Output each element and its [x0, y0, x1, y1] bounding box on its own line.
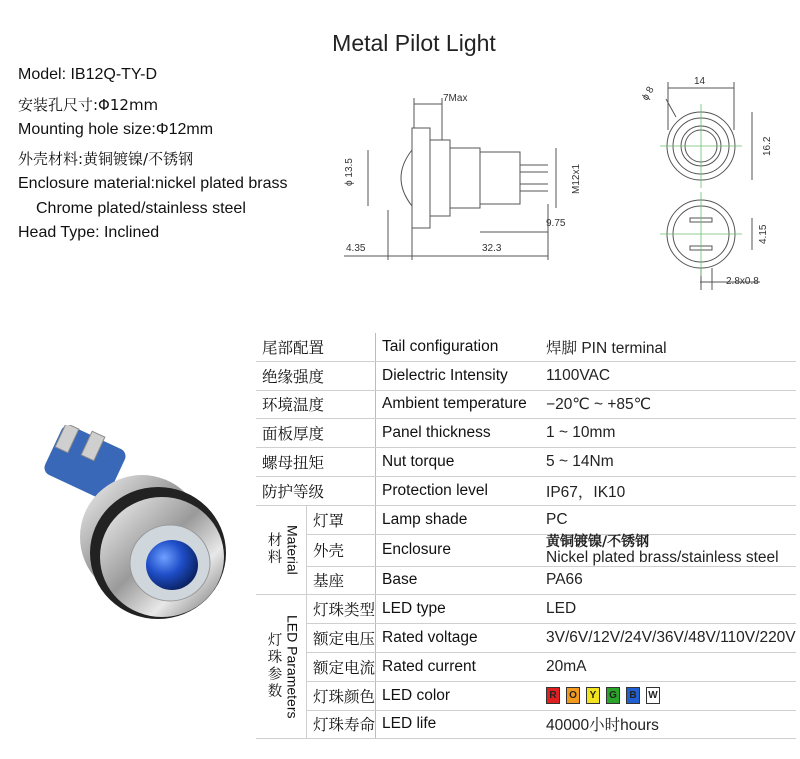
row-label-en: LED life — [376, 710, 541, 739]
row-value — [540, 534, 796, 566]
row-value: 40000小时hours — [540, 710, 796, 739]
row-value: 20mA — [540, 652, 796, 681]
row-label-en: Rated current — [376, 652, 541, 681]
table-row — [256, 710, 796, 739]
led-lens — [146, 540, 198, 590]
row-value: PA66 — [540, 566, 796, 595]
color-chip: B — [626, 687, 640, 704]
group-label-zh-char: 材 — [267, 533, 283, 550]
dim-4-15: 4.15 — [758, 224, 769, 244]
spec-enclosure-en: Enclosure material:nickel plated brass — [18, 175, 288, 192]
row-value: −20℃ ~ +85℃ — [540, 390, 796, 419]
group-label-zh-char: 料 — [267, 550, 283, 567]
row-label-en: Rated voltage — [376, 624, 541, 653]
row-label-zh: 螺母扭矩 — [256, 448, 376, 477]
table-row — [256, 595, 796, 624]
dim-9-75: 9.75 — [546, 218, 566, 229]
row-label-zh: 尾部配置 — [256, 333, 376, 361]
row-label-zh: 额定电压 — [307, 624, 376, 653]
group-label-en: Material — [284, 525, 301, 575]
spec-model: Model: IB12Q-TY-D — [18, 66, 158, 83]
group-label-en: LED Parameters — [284, 615, 301, 719]
spec-hole-zh: 安装孔尺寸:Φ12mm — [18, 96, 159, 114]
spec-table — [256, 333, 796, 739]
row-label-zh: 灯珠寿命 — [307, 710, 376, 739]
row-value: 3V/6V/12V/24V/36V/48V/110V/220V — [540, 624, 796, 653]
row-label-en: LED type — [376, 595, 541, 624]
row-label-zh: 额定电流 — [307, 652, 376, 681]
value-en: Nickel plated brass/stainless steel — [546, 548, 779, 566]
row-label-zh: 面板厚度 — [256, 419, 376, 448]
dim-2-8x0-8: 2.8x0.8 — [726, 276, 759, 287]
thread-body — [450, 148, 480, 208]
spec-hole-en: Mounting hole size:Φ12mm — [18, 121, 214, 138]
table-row — [256, 476, 796, 505]
group-label-zh-char: 灯 — [267, 632, 283, 649]
dim-32-3: 32.3 — [482, 243, 502, 254]
color-chip: W — [646, 687, 660, 704]
base-body — [480, 152, 520, 204]
row-label-en: Panel thickness — [376, 419, 541, 448]
table-row — [256, 448, 796, 477]
row-value — [540, 681, 796, 710]
table-row — [256, 566, 796, 595]
row-value: IP67，IK10 — [540, 476, 796, 505]
color-chip: G — [606, 687, 620, 704]
row-label-zh: 环境温度 — [256, 390, 376, 419]
table-row — [256, 652, 796, 681]
row-value: 5 ~ 14Nm — [540, 448, 796, 477]
table-row — [256, 419, 796, 448]
page-title: Metal Pilot Light — [332, 30, 496, 56]
group-label-zh-char: 珠 — [267, 649, 283, 666]
spec-head-type: Head Type: Inclined — [18, 224, 160, 241]
dim-d13-5: ϕ 13.5 — [344, 158, 355, 186]
spec-enclosure-zh: 外壳材料:黄铜镀镍/不锈钢 — [18, 150, 194, 168]
table-row — [256, 361, 796, 390]
row-label-en: Base — [376, 566, 541, 595]
row-label-en: Enclosure — [376, 534, 541, 566]
dim-14: 14 — [694, 76, 706, 87]
flange — [412, 128, 430, 228]
group-label — [256, 595, 307, 739]
table-row — [256, 333, 796, 361]
table-row — [256, 390, 796, 419]
row-value: PC — [540, 505, 796, 534]
spec-enclosure-en2: Chrome plated/stainless steel — [36, 200, 246, 217]
row-label-en: Nut torque — [376, 448, 541, 477]
row-label-zh: 绝缘强度 — [256, 361, 376, 390]
row-label-en: Lamp shade — [376, 505, 541, 534]
color-chip: O — [566, 687, 580, 704]
group-label-zh-char: 数 — [267, 683, 283, 700]
row-label-zh: 基座 — [307, 566, 376, 595]
nut — [430, 140, 450, 216]
dim-7max: 7Max — [443, 93, 468, 104]
row-label-zh: 灯罩 — [307, 505, 376, 534]
row-value: 1 ~ 10mm — [540, 419, 796, 448]
row-value: 1100VAC — [540, 361, 796, 390]
dimension-drawing — [0, 0, 800, 310]
table-row — [256, 505, 796, 534]
row-label-en: Dielectric Intensity — [376, 361, 541, 390]
group-label — [256, 505, 307, 595]
dim-16-2: 16.2 — [762, 136, 773, 156]
dim-4-35: 4.35 — [346, 243, 366, 254]
product-photo — [30, 425, 240, 625]
row-label-zh: 外壳 — [307, 534, 376, 566]
group-label-zh-char: 参 — [267, 666, 283, 683]
color-chip: Y — [586, 687, 600, 704]
value-zh: 黄铜镀镍/不锈钢 — [546, 533, 650, 550]
table-row — [256, 681, 796, 710]
lens-dome — [401, 150, 412, 206]
row-value: LED — [540, 595, 796, 624]
row-value: 焊脚 PIN terminal — [540, 333, 796, 361]
row-label-zh: 灯珠类型 — [307, 595, 376, 624]
table-row — [256, 534, 796, 566]
dim-d8: ϕ 8 — [640, 84, 657, 103]
table-row — [256, 624, 796, 653]
row-label-zh: 防护等级 — [256, 476, 376, 505]
dim-m12: M12x1 — [571, 163, 582, 194]
row-label-en: LED color — [376, 681, 541, 710]
color-chip: R — [546, 687, 560, 704]
row-label-en: Tail configuration — [376, 333, 541, 361]
row-label-en: Protection level — [376, 476, 541, 505]
row-label-zh: 灯珠颜色 — [307, 681, 376, 710]
row-label-en: Ambient temperature — [376, 390, 541, 419]
